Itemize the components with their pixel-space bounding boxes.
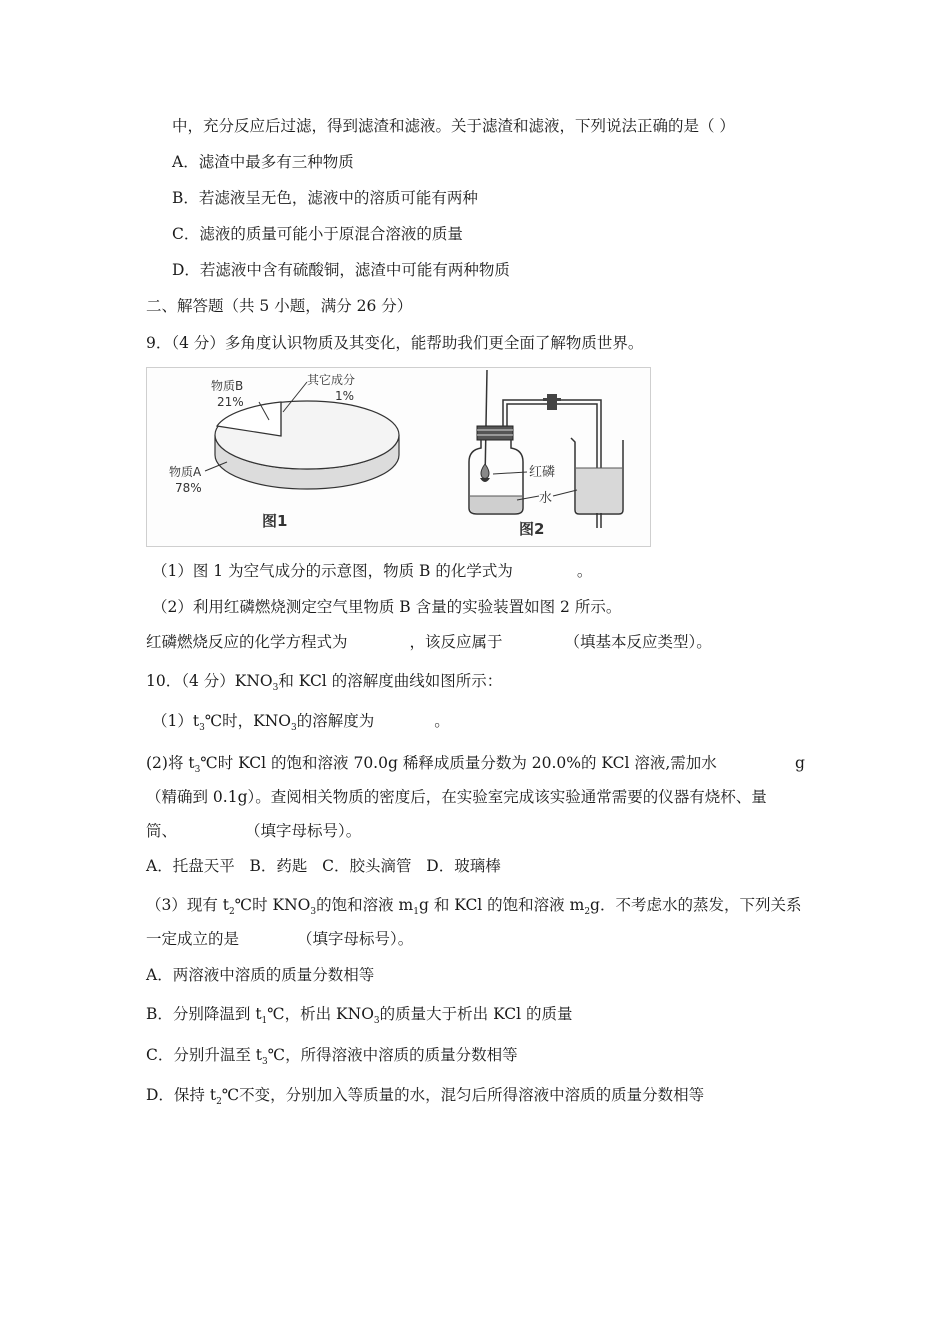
figure2-caption: 图2 — [519, 520, 545, 538]
pie-pct-b: 21% — [217, 395, 244, 409]
q10-part1: $(1)t_3℃$时，$KNO_3$的溶解度为 。 — [152, 712, 450, 733]
q9-figures — [146, 367, 651, 547]
q8-option-b: B．若滤液呈无色，滤液中的溶质可能有两种 — [172, 189, 478, 207]
flame-icon — [481, 464, 489, 479]
q10-stem: 10．（4 分）$KNO_3$和 KCl 的溶解度曲线如图所示： — [146, 672, 503, 693]
q10-option-b: B．分别降温到 $t_1℃$，析出 $KNO_3$的质量大于析出 KCl 的质量 — [146, 1005, 573, 1026]
q10-option-a: A．两溶液中溶质的质量分数相等 — [146, 966, 375, 984]
q10-part2-line1: (2)将 $t_3℃$时 KCl 的饱和溶液 70.0g 稀释成质量分数为 20.0%的 KCl 溶液,需加水 — [146, 754, 717, 775]
q8-option-d: D．若滤液中含有硫酸铜，滤渣中可能有两种物质 — [172, 261, 510, 279]
stopper — [477, 426, 513, 440]
q8-stem-continuation: 中，充分反应后过滤，得到滤渣和滤液。关于滤渣和滤液，下列说法正确的是（ ） — [172, 117, 735, 135]
q9-stem: 9．（4 分）多角度认识物质及其变化，能帮助我们更全面了解物质世界。 — [146, 334, 644, 352]
q10-part2-unit: g — [795, 754, 805, 772]
tube-clamp-icon — [547, 394, 557, 410]
q9-part2: （2）利用红磷燃烧测定空气里物质 B 含量的实验装置如图 2 所示。 — [152, 598, 622, 616]
pie-pct-other: 1% — [335, 389, 355, 403]
bottle-water — [470, 496, 522, 513]
q10-part2-options: A．托盘天平 B．药匙 C．胶头滴管 D．玻璃棒 — [146, 857, 501, 875]
pie-label-other: 其它成分 — [307, 373, 356, 387]
label-phosphorus: 红磷 — [529, 465, 556, 480]
section-heading: 二、解答题（共 5 小题，满分 26 分） — [146, 297, 413, 315]
pie-label-a: 物质A — [169, 465, 202, 479]
beaker-water — [576, 468, 622, 513]
q9-part1: （1）图 1 为空气成分的示意图，物质 B 的化学式为 。 — [152, 562, 593, 580]
q8-option-c: C．滤液的质量可能小于原混合溶液的质量 — [172, 225, 463, 243]
q8-option-a: A．滤渣中最多有三种物质 — [172, 153, 354, 171]
q10-part3-line2: 一定成立的是 （填字母标号）。 — [146, 930, 414, 948]
air-composition-pie — [169, 372, 399, 530]
label-water: 水 — [539, 491, 553, 506]
q9-figures-drawing — [147, 368, 650, 546]
pie-label-b: 物质B — [211, 379, 244, 393]
q10-part2-line3: 筒、 （填字母标号）。 — [146, 822, 362, 840]
q10-option-d: D．保持 $t_2℃$不变，分别加入等质量的水，混匀后所得溶液中溶质的质量分数相等 — [146, 1086, 705, 1107]
q10-part3-line1: （3）现有 $t_2℃$时 $KNO_3$的饱和溶液 $m_1g$ 和 KCl 的饱和溶液 $m_2g$．不考虑水的蒸发，下列关系 — [146, 896, 802, 917]
q10-part2-line2: （精确到 0.1g）。查阅相关物质的密度后，在实验室完成该实验通常需要的仪器有烧杯、量 — [146, 788, 767, 806]
ignition-rod — [485, 370, 487, 480]
pie-pct-a: 78% — [175, 481, 202, 495]
figure1-caption: 图1 — [262, 512, 288, 530]
q10-option-c: C．分别升温至 $t_3℃$，所得溶液中溶质的质量分数相等 — [146, 1046, 518, 1067]
label-leader-phosphorus — [493, 472, 527, 474]
q9-part2-equation: 红磷燃烧反应的化学方程式为 ，该反应属于 （填基本反应类型）。 — [146, 633, 712, 651]
phosphorus-apparatus — [469, 370, 623, 538]
